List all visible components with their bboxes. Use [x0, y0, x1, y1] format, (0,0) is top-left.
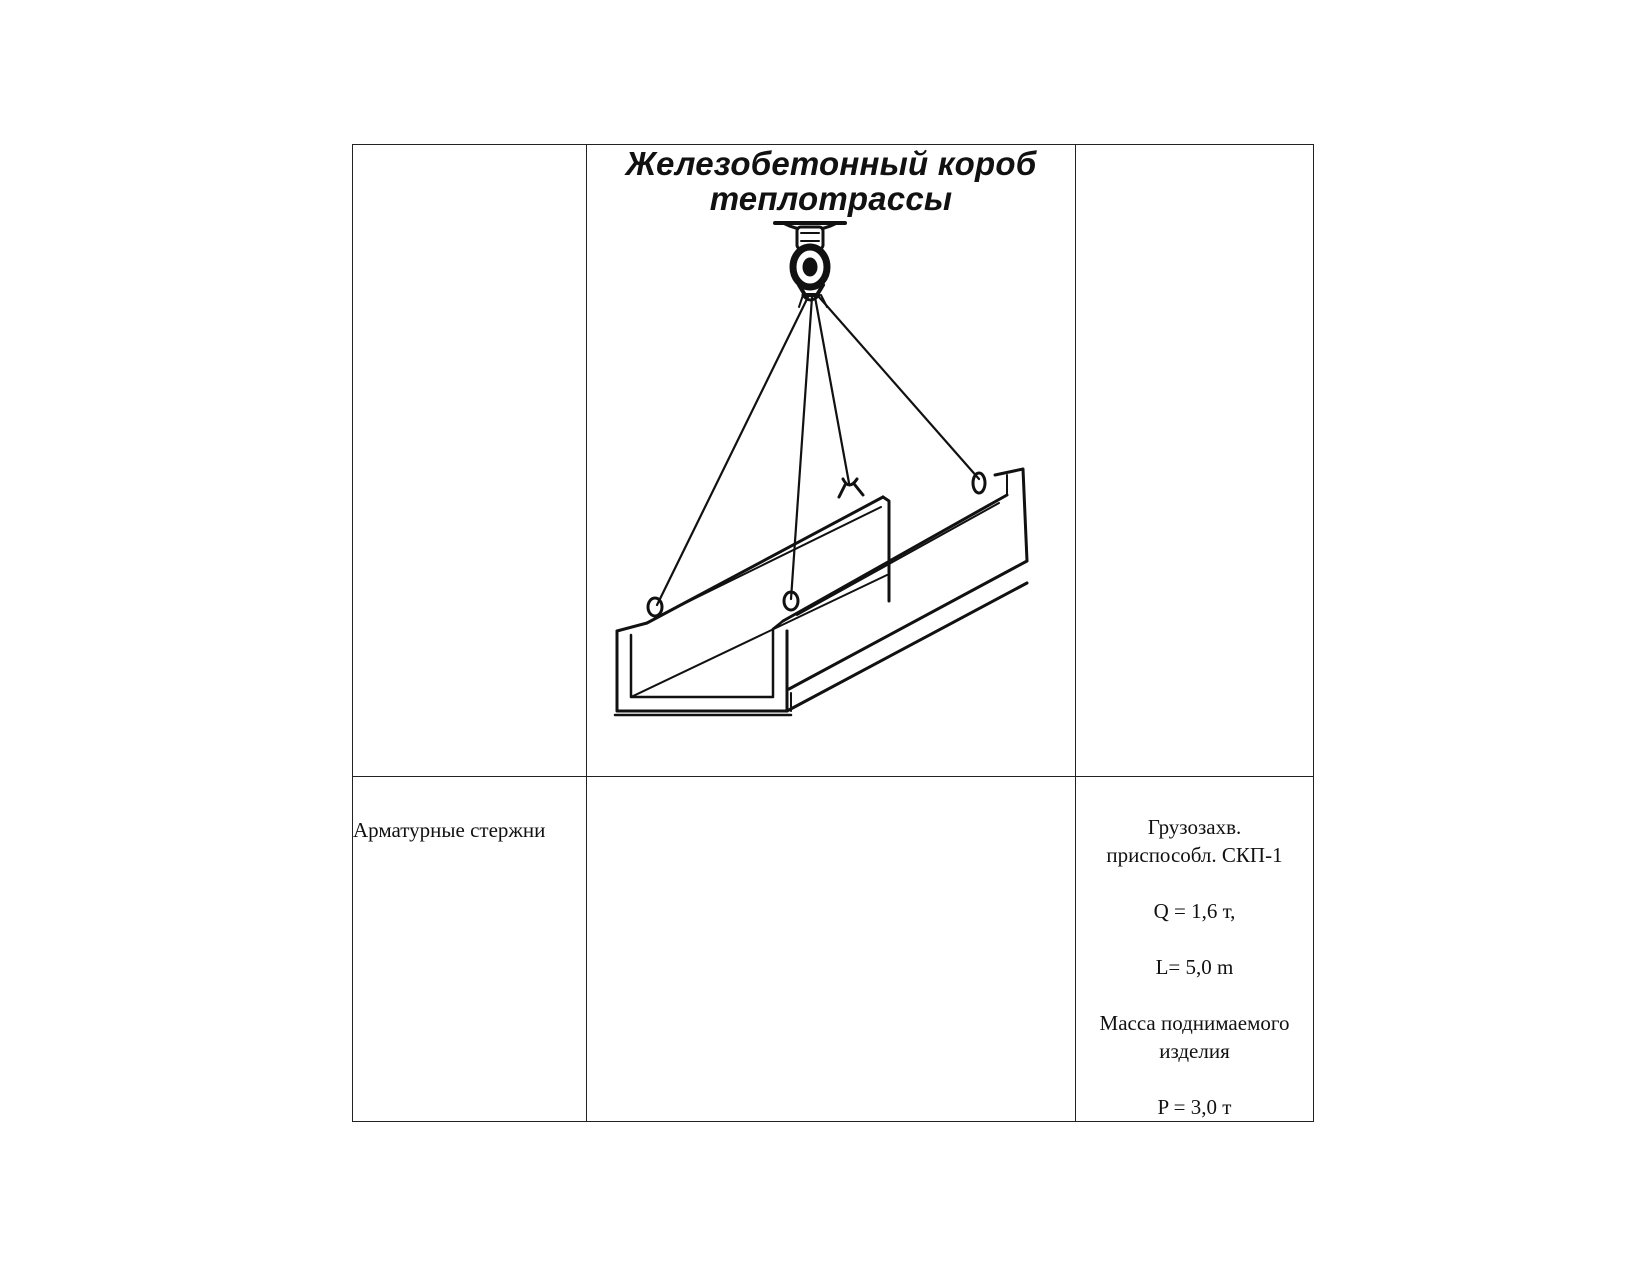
- document-table: [352, 144, 1314, 1122]
- mass-label-line1: Масса поднимаемого: [1099, 1011, 1290, 1035]
- sling-cable-1: [657, 297, 808, 605]
- box-end-face: [617, 631, 787, 711]
- shackle-4: [973, 473, 985, 493]
- figure-cell: [587, 145, 1076, 777]
- empty-cell-top-right: [1076, 145, 1314, 777]
- rebar-label: Арматурные стержни: [353, 818, 546, 842]
- mass-label-line2: изделия: [1159, 1039, 1230, 1063]
- capacity-value: Q = 1,6 т,: [1153, 899, 1236, 923]
- empty-cell-top-left: [353, 145, 587, 777]
- shackle-1: [648, 598, 662, 616]
- lifting-diagram: [587, 145, 1075, 777]
- table-row: [353, 777, 1314, 1122]
- left-label-cell: [353, 777, 587, 1122]
- table-row: [353, 145, 1314, 777]
- device-name-line1: Грузозахв.: [1147, 815, 1242, 839]
- figure-title-line2: теплотрассы: [709, 180, 953, 217]
- figure-title: [587, 145, 1075, 215]
- box-front-wall-top: [783, 495, 1007, 621]
- sling-cable-2: [791, 297, 812, 599]
- length-value: L= 5,0 m: [1155, 955, 1234, 979]
- figure-title-line1: Железобетонный короб: [625, 145, 1037, 182]
- device-name-line2: приспособл. СКП-1: [1106, 843, 1283, 867]
- spec-cell: [1076, 777, 1314, 1122]
- empty-cell-bottom-middle: [587, 777, 1076, 1122]
- shackle-3: [839, 479, 863, 497]
- mass-value: P = 3,0 т: [1157, 1095, 1232, 1119]
